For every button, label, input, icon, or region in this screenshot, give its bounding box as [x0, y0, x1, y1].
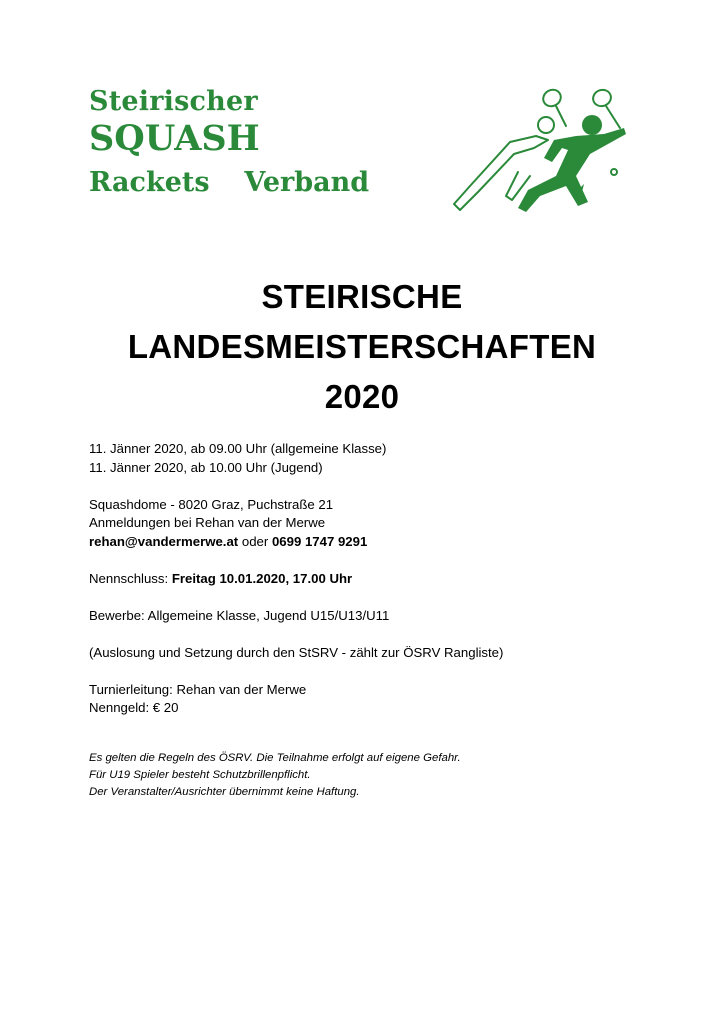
- logo-text: [89, 84, 369, 202]
- deadline-block: [89, 570, 689, 589]
- entry-fee: Nenngeld: € 20: [89, 700, 179, 715]
- event-details: [89, 440, 689, 736]
- title-line-steirische: STEIRISCHE: [261, 278, 463, 315]
- dates-block: [89, 440, 689, 477]
- venue-block: [89, 496, 689, 552]
- disclaimer: [89, 750, 689, 801]
- contact-phone[interactable]: 0699 1747 9291: [271, 533, 368, 549]
- disclaimer-line-liability: Der Veranstalter/Ausrichter übernimmt keine Haftung.: [89, 786, 360, 798]
- logo-line-steirischer: Steirischer: [89, 86, 258, 117]
- tournament-director: Turnierleitung: Rehan van der Merwe: [89, 681, 307, 697]
- deadline-label: Nennschluss:: [89, 570, 172, 586]
- deadline-value: Freitag 10.01.2020, 17.00 Uhr: [171, 570, 353, 586]
- disclaimer-line-goggles: Für U19 Spieler besteht Schutzbrillenpflicht.: [89, 769, 311, 781]
- competitions: Bewerbe: Allgemeine Klasse, Jugend U15/U13/U11: [89, 607, 390, 623]
- logo-line-squash: SQUASH: [89, 118, 260, 159]
- contact-or: oder: [238, 533, 272, 549]
- contact-line: [89, 533, 689, 552]
- contact-email[interactable]: rehan@vandermerwe.at: [89, 533, 239, 549]
- date-youth: 11. Jänner 2020, ab 10.00 Uhr (Jugend): [89, 459, 323, 475]
- registration-contact: Anmeldungen bei Rehan van der Merwe: [89, 515, 326, 530]
- squash-player-logo-icon: [448, 84, 646, 216]
- page-title: [0, 272, 724, 422]
- disclaimer-line-rules: Es gelten die Regeln des ÖSRV. Die Teilnahme erfolgt auf eigene Gefahr.: [89, 752, 461, 764]
- title-line-landesmeisterschaften: LANDESMEISTERSCHAFTEN: [127, 328, 597, 365]
- title-line-year: 2020: [324, 378, 400, 415]
- draw-info: (Auslosung und Setzung durch den StSRV - zählt zur ÖSRV Rangliste): [89, 644, 504, 660]
- date-general: 11. Jänner 2020, ab 09.00 Uhr (allgemeine Klasse): [89, 441, 387, 456]
- venue-address: Squashdome - 8020 Graz, Puchstraße 21: [89, 496, 334, 512]
- organization-block: [89, 681, 689, 718]
- logo-line-rackets-verband: Rackets Verband: [89, 167, 370, 198]
